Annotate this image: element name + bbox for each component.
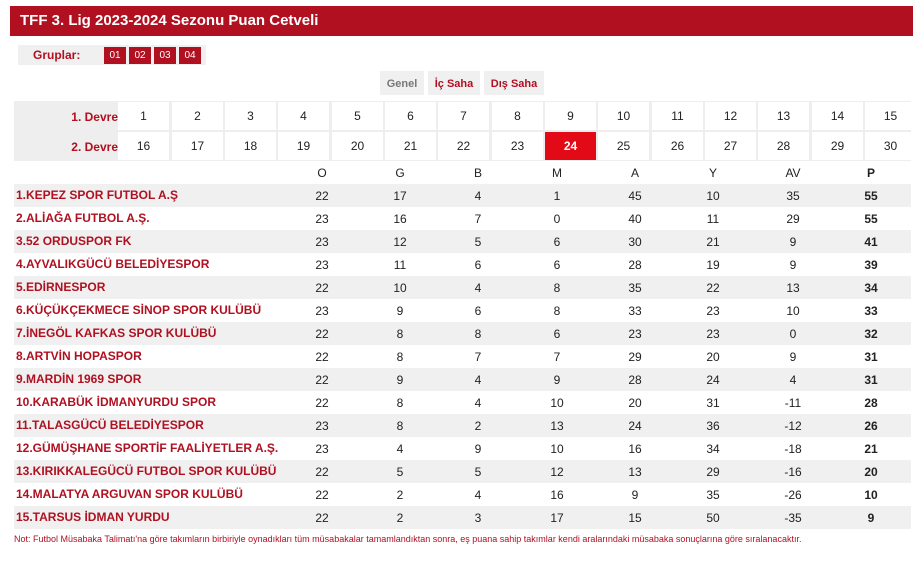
cell-g: 11 xyxy=(393,258,407,272)
cell-g: 17 xyxy=(393,189,407,203)
week-button-16[interactable]: 16 xyxy=(118,132,169,160)
week-button-5[interactable]: 5 xyxy=(332,102,383,130)
cell-g: 2 xyxy=(396,511,404,525)
tab-ic-saha[interactable]: İç Saha xyxy=(428,71,480,95)
column-header-a: A xyxy=(630,166,639,180)
cell-m: 17 xyxy=(550,511,564,525)
cell-b: 4 xyxy=(474,373,482,387)
cell-m: 6 xyxy=(553,258,561,272)
cell-av: 29 xyxy=(786,212,800,226)
cell-y: 11 xyxy=(706,212,720,226)
team-name-link[interactable]: 4.AYVALIKGÜCÜ BELEDİYESPOR xyxy=(16,257,210,271)
cell-av: -26 xyxy=(784,488,802,502)
cell-av: 9 xyxy=(789,350,797,364)
cell-g: 8 xyxy=(396,327,404,341)
week-button-10[interactable]: 10 xyxy=(598,102,649,130)
cell-av: -16 xyxy=(784,465,802,479)
team-name-link[interactable]: 7.İNEGÖL KAFKAS SPOR KULÜBÜ xyxy=(16,326,217,340)
cell-g: 2 xyxy=(396,488,404,502)
cell-m: 12 xyxy=(550,465,564,479)
cell-b: 7 xyxy=(474,212,482,226)
table-row xyxy=(14,184,911,207)
cell-y: 21 xyxy=(706,235,720,249)
group-button-02[interactable]: 02 xyxy=(129,47,151,64)
cell-av: 4 xyxy=(789,373,797,387)
cell-b: 6 xyxy=(474,304,482,318)
table-row xyxy=(14,230,911,253)
table-row xyxy=(14,437,911,460)
cell-p: 31 xyxy=(864,350,878,364)
cell-y: 50 xyxy=(706,511,720,525)
week-button-20[interactable]: 20 xyxy=(332,132,383,160)
week-button-19[interactable]: 19 xyxy=(278,132,329,160)
cell-a: 20 xyxy=(628,396,642,410)
cell-y: 10 xyxy=(706,189,720,203)
table-row xyxy=(14,207,911,230)
week-button-15[interactable]: 15 xyxy=(865,102,915,130)
team-name-link[interactable]: 5.EDİRNESPOR xyxy=(16,280,106,294)
week-button-22[interactable]: 22 xyxy=(438,132,489,160)
table-row xyxy=(14,345,911,368)
week-button-17[interactable]: 17 xyxy=(172,132,223,160)
cell-av: -18 xyxy=(784,442,802,456)
week-button-26[interactable]: 26 xyxy=(652,132,703,160)
cell-y: 29 xyxy=(706,465,720,479)
cell-p: 41 xyxy=(864,235,878,249)
week-button-11[interactable]: 11 xyxy=(652,102,703,130)
cell-p: 31 xyxy=(864,373,878,387)
cell-av: 10 xyxy=(786,304,800,318)
cell-m: 9 xyxy=(553,373,561,387)
cell-m: 7 xyxy=(553,350,561,364)
cell-g: 16 xyxy=(393,212,407,226)
cell-m: 16 xyxy=(550,488,564,502)
cell-av: 0 xyxy=(789,327,797,341)
cell-o: 22 xyxy=(315,373,329,387)
second-half-label: 2. Devre xyxy=(71,140,118,154)
cell-a: 29 xyxy=(628,350,642,364)
cell-y: 35 xyxy=(706,488,720,502)
cell-o: 22 xyxy=(315,281,329,295)
cell-o: 23 xyxy=(315,258,329,272)
cell-av: -12 xyxy=(784,419,802,433)
cell-b: 3 xyxy=(474,511,482,525)
cell-p: 9 xyxy=(867,511,875,525)
week-button-28[interactable]: 28 xyxy=(758,132,809,160)
cell-p: 10 xyxy=(864,488,878,502)
footnote: Not: Futbol Müsabaka Talimatı'na göre takımların birbiriyle oynadıkları tüm müsabakalar tamamlandıktan sonra, eş puana sahip takımlar kendi aralarındaki müsabaka sonuçlarına göre sıralanacaktır. xyxy=(14,534,802,544)
cell-av: 13 xyxy=(786,281,800,295)
cell-b: 5 xyxy=(474,465,482,479)
cell-p: 33 xyxy=(864,304,878,318)
cell-b: 6 xyxy=(474,258,482,272)
table-row xyxy=(14,253,911,276)
cell-g: 12 xyxy=(393,235,407,249)
week-button-14[interactable]: 14 xyxy=(812,102,863,130)
cell-y: 34 xyxy=(706,442,720,456)
cell-b: 7 xyxy=(474,350,482,364)
table-row xyxy=(14,460,911,483)
week-button-25[interactable]: 25 xyxy=(598,132,649,160)
cell-m: 8 xyxy=(553,281,561,295)
table-row xyxy=(14,276,911,299)
cell-g: 10 xyxy=(393,281,407,295)
cell-a: 13 xyxy=(628,465,642,479)
cell-av: 35 xyxy=(786,189,800,203)
team-name-link[interactable]: 11.TALASGÜCÜ BELEDİYESPOR xyxy=(16,418,204,432)
cell-a: 45 xyxy=(628,189,642,203)
cell-y: 36 xyxy=(706,419,720,433)
cell-a: 15 xyxy=(628,511,642,525)
week-button-23[interactable]: 23 xyxy=(492,132,543,160)
cell-p: 34 xyxy=(864,281,878,295)
cell-p: 20 xyxy=(864,465,878,479)
cell-o: 22 xyxy=(315,327,329,341)
cell-a: 40 xyxy=(628,212,642,226)
week-button-12[interactable]: 12 xyxy=(705,102,756,130)
team-name-link[interactable]: 2.ALİAĞA FUTBOL A.Ş. xyxy=(16,211,150,225)
cell-m: 0 xyxy=(553,212,561,226)
cell-g: 9 xyxy=(396,373,404,387)
week-button-3[interactable]: 3 xyxy=(225,102,276,130)
week-button-7[interactable]: 7 xyxy=(438,102,489,130)
week-button-27[interactable]: 27 xyxy=(705,132,756,160)
cell-m: 10 xyxy=(550,442,564,456)
column-header-o: O xyxy=(317,166,327,180)
cell-g: 9 xyxy=(396,304,404,318)
column-header-g: G xyxy=(395,166,405,180)
week-button-1[interactable]: 1 xyxy=(118,102,169,130)
cell-av: -11 xyxy=(784,396,802,410)
team-name-link[interactable]: 12.GÜMÜŞHANE SPORTİF FAALİYETLER A.Ş. xyxy=(16,441,279,455)
cell-o: 22 xyxy=(315,350,329,364)
week-button-21[interactable]: 21 xyxy=(385,132,436,160)
cell-b: 2 xyxy=(474,419,482,433)
cell-a: 30 xyxy=(628,235,642,249)
team-name-link[interactable]: 9.MARDİN 1969 SPOR xyxy=(16,372,142,386)
cell-a: 28 xyxy=(628,373,642,387)
cell-y: 24 xyxy=(706,373,720,387)
week-button-30[interactable]: 30 xyxy=(865,132,915,160)
week-button-4[interactable]: 4 xyxy=(278,102,329,130)
team-name-link[interactable]: 3.52 ORDUSPOR FK xyxy=(16,234,132,248)
group-button-04[interactable]: 04 xyxy=(179,47,201,64)
cell-o: 23 xyxy=(315,235,329,249)
week-button-9[interactable]: 9 xyxy=(545,102,596,130)
cell-a: 33 xyxy=(628,304,642,318)
cell-g: 8 xyxy=(396,350,404,364)
cell-m: 6 xyxy=(553,235,561,249)
group-button-03[interactable]: 03 xyxy=(154,47,176,64)
column-header-b: B xyxy=(473,166,482,180)
cell-o: 23 xyxy=(315,419,329,433)
cell-y: 22 xyxy=(706,281,720,295)
cell-y: 23 xyxy=(706,327,720,341)
cell-y: 31 xyxy=(706,396,720,410)
table-row xyxy=(14,414,911,437)
cell-b: 8 xyxy=(474,327,482,341)
cell-m: 8 xyxy=(553,304,561,318)
group-button-01[interactable]: 01 xyxy=(104,47,126,64)
group-selector xyxy=(18,45,206,65)
page-header xyxy=(10,6,913,36)
cell-o: 22 xyxy=(315,511,329,525)
cell-g: 8 xyxy=(396,396,404,410)
page-title: TFF 3. Lig 2023-2024 Sezonu Puan Cetveli xyxy=(20,12,319,29)
cell-b: 9 xyxy=(474,442,482,456)
team-name-link[interactable]: 10.KARABÜK İDMANYURDU SPOR xyxy=(16,395,217,409)
cell-b: 4 xyxy=(474,488,482,502)
cell-g: 8 xyxy=(396,419,404,433)
cell-b: 4 xyxy=(474,281,482,295)
cell-g: 5 xyxy=(396,465,404,479)
cell-p: 26 xyxy=(864,419,878,433)
week-button-24[interactable]: 24 xyxy=(545,132,596,160)
cell-b: 4 xyxy=(474,189,482,203)
cell-p: 39 xyxy=(864,258,878,272)
cell-o: 23 xyxy=(315,442,329,456)
cell-y: 19 xyxy=(706,258,720,272)
team-name-link[interactable]: 1.KEPEZ SPOR FUTBOL A.Ş xyxy=(16,188,179,202)
cell-a: 9 xyxy=(631,488,639,502)
cell-b: 5 xyxy=(474,235,482,249)
cell-a: 35 xyxy=(628,281,642,295)
tab-genel[interactable]: Genel xyxy=(380,71,424,95)
cell-p: 28 xyxy=(864,396,878,410)
column-header-y: Y xyxy=(708,166,717,180)
first-half-label: 1. Devre xyxy=(71,110,118,124)
cell-p: 32 xyxy=(864,327,878,341)
cell-p: 55 xyxy=(864,212,878,226)
week-button-8[interactable]: 8 xyxy=(492,102,543,130)
cell-a: 16 xyxy=(628,442,642,456)
week-button-2[interactable]: 2 xyxy=(172,102,223,130)
column-header-av: AV xyxy=(785,166,801,180)
cell-p: 55 xyxy=(864,189,878,203)
week-button-29[interactable]: 29 xyxy=(812,132,863,160)
cell-p: 21 xyxy=(864,442,878,456)
team-name-link[interactable]: 15.TARSUS İDMAN YURDU xyxy=(16,510,170,524)
cell-o: 23 xyxy=(315,212,329,226)
team-name-link[interactable]: 8.ARTVİN HOPASPOR xyxy=(16,349,142,363)
cell-o: 23 xyxy=(315,304,329,318)
groups-label: Gruplar: xyxy=(33,48,81,62)
tab-dis-saha[interactable]: Dış Saha xyxy=(484,71,544,95)
cell-g: 4 xyxy=(396,442,404,456)
week-button-18[interactable]: 18 xyxy=(225,132,276,160)
cell-o: 22 xyxy=(315,189,329,203)
cell-y: 23 xyxy=(706,304,720,318)
cell-y: 20 xyxy=(706,350,720,364)
table-row xyxy=(14,322,911,345)
cell-a: 28 xyxy=(628,258,642,272)
cell-o: 22 xyxy=(315,465,329,479)
table-row xyxy=(14,299,911,322)
cell-m: 13 xyxy=(550,419,564,433)
team-name-link[interactable]: 14.MALATYA ARGUVAN SPOR KULÜBÜ xyxy=(16,487,243,501)
cell-av: 9 xyxy=(789,258,797,272)
cell-m: 6 xyxy=(553,327,561,341)
week-selector xyxy=(14,101,911,161)
cell-b: 4 xyxy=(474,396,482,410)
week-button-6[interactable]: 6 xyxy=(385,102,436,130)
cell-av: -35 xyxy=(784,511,802,525)
cell-m: 10 xyxy=(550,396,564,410)
team-name-link[interactable]: 13.KIRIKKALEGÜCÜ FUTBOL SPOR KULÜBÜ xyxy=(16,464,277,478)
column-header-m: M xyxy=(552,166,562,180)
week-button-13[interactable]: 13 xyxy=(758,102,809,130)
table-row xyxy=(14,483,911,506)
table-row xyxy=(14,506,911,529)
cell-a: 23 xyxy=(628,327,642,341)
cell-av: 9 xyxy=(789,235,797,249)
cell-o: 22 xyxy=(315,488,329,502)
cell-a: 24 xyxy=(628,419,642,433)
column-header-p: P xyxy=(866,166,875,180)
team-name-link[interactable]: 6.KÜÇÜKÇEKMECE SİNOP SPOR KULÜBÜ xyxy=(16,303,262,317)
cell-o: 22 xyxy=(315,396,329,410)
table-row xyxy=(14,391,911,414)
cell-m: 1 xyxy=(553,189,561,203)
table-row xyxy=(14,368,911,391)
